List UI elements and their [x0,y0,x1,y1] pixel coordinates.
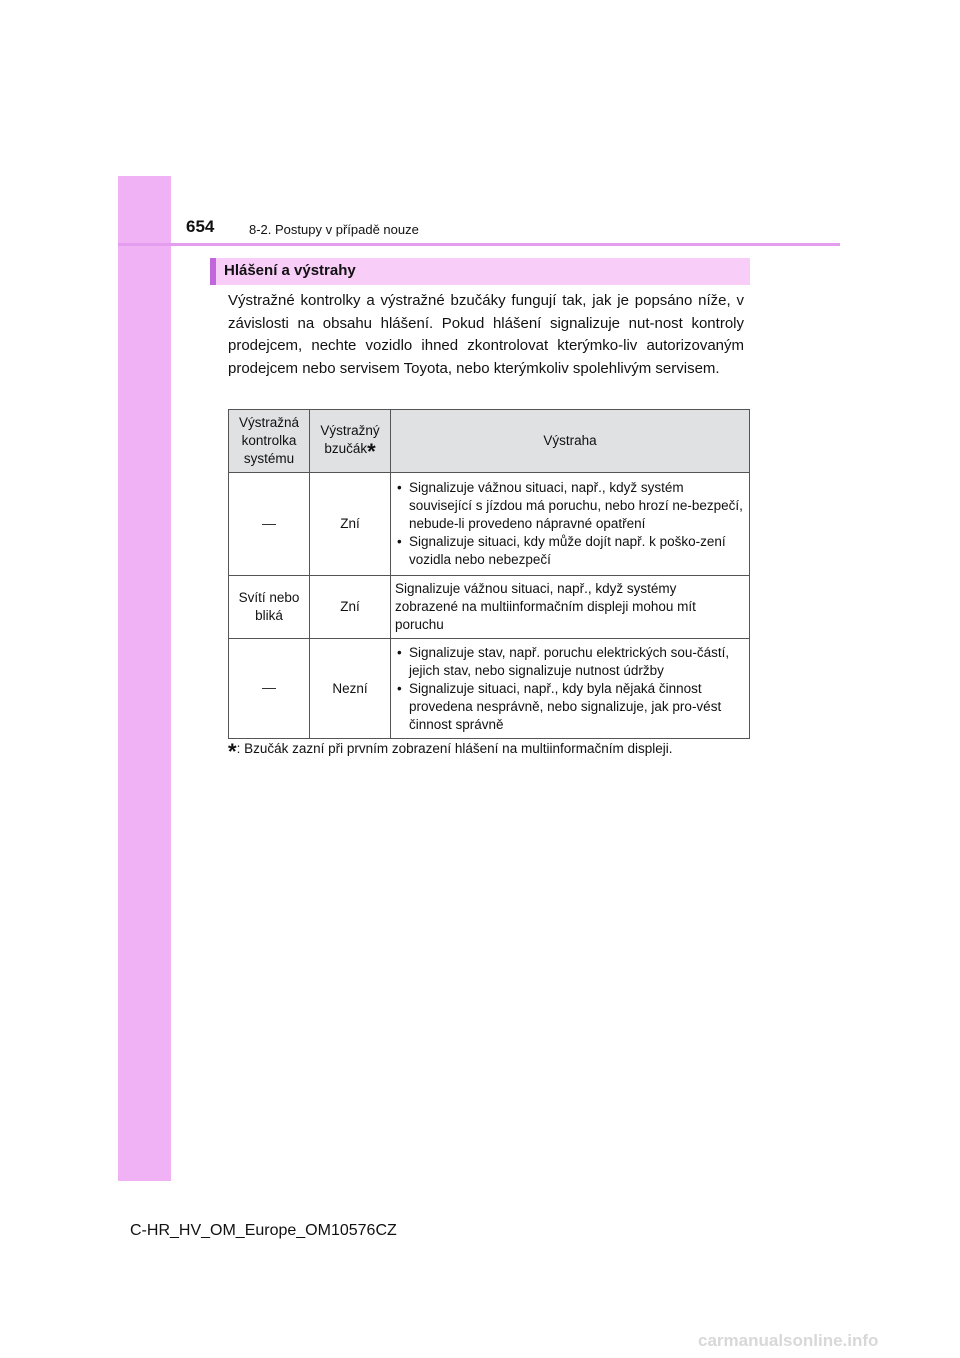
warning-table [228,409,750,739]
footnote-text: : Bzučák zazní při prvním zobrazení hlášení na multiinformačním displeji. [236,741,673,756]
table-row [229,473,750,576]
footnote-star: * [367,438,376,464]
section-heading [210,258,750,285]
list-item: • Signalizuje situaci, např., kdy byla nějaká činnost provedena nesprávně, nebo signalizuje, jak pro-vést činnost správně [397,680,722,732]
watermark: carmanualsonline.info [698,1331,879,1350]
table-row [229,639,750,739]
cell-light [229,639,310,739]
section-heading-accent [210,258,216,285]
chapter-side-tab [118,176,171,1181]
list-item: • Signalizuje stav, např. poruchu elektrických sou-částí, jejich stav, nebo signalizuje nutnost údržby [397,644,730,678]
cell-buzzer: Zní [310,473,391,576]
header-warning-text: Výstraha [391,410,750,473]
intro-paragraph: Výstražné kontrolky a výstražné bzučáky fungují tak, jak je popsáno níže, v závislosti na obsahu hlášení. Pokud hlášení signalizuje nut-nost kontroly prodejcem, nechte vozidlo ihned zkontrolovat kterýmko-liv autorizovaným prodejcem nebo servisem Toyota, nebo kterýmkoliv spolehlivým servisem. [228,292,744,377]
dash-icon [262,524,276,525]
header-rule [118,243,840,246]
footnote-star: * [228,739,237,764]
dash-icon [262,688,276,689]
list-item: • Signalizuje vážnou situaci, např., když systém související s jízdou má poruchu, nebo hrozí ne-bezpečí, nebude-li provedeno nápravné opatření [397,480,743,531]
section-heading-title: Hlášení a výstrahy [224,262,356,279]
footer-document-id: C-HR_HV_OM_Europe_OM10576CZ [130,1222,397,1239]
header-warning-buzzer: Výstražný bzučák* [310,410,391,473]
cell-buzzer: Zní [310,576,391,639]
cell-warning [391,473,750,576]
cell-buzzer: Nezní [310,639,391,739]
cell-warning [391,639,750,739]
cell-light [229,473,310,576]
cell-warning: Signalizuje vážnou situaci, např., když systémy zobrazené na multiinformačním displeji mohou mít poruchu [391,576,750,639]
table-row [229,576,750,639]
page-number: 654 [186,217,215,236]
chapter-title: 8-2. Postupy v případě nouze [249,222,419,237]
header-warning-light: Výstražná kontrolka systému [229,410,310,473]
cell-light: Svítí nebo bliká [229,576,310,639]
table-header-row [229,410,750,473]
list-item: • Signalizuje situaci, kdy může dojít např. k poško-zení vozidla nebo nebezpečí [397,534,726,567]
footnote [228,739,673,765]
